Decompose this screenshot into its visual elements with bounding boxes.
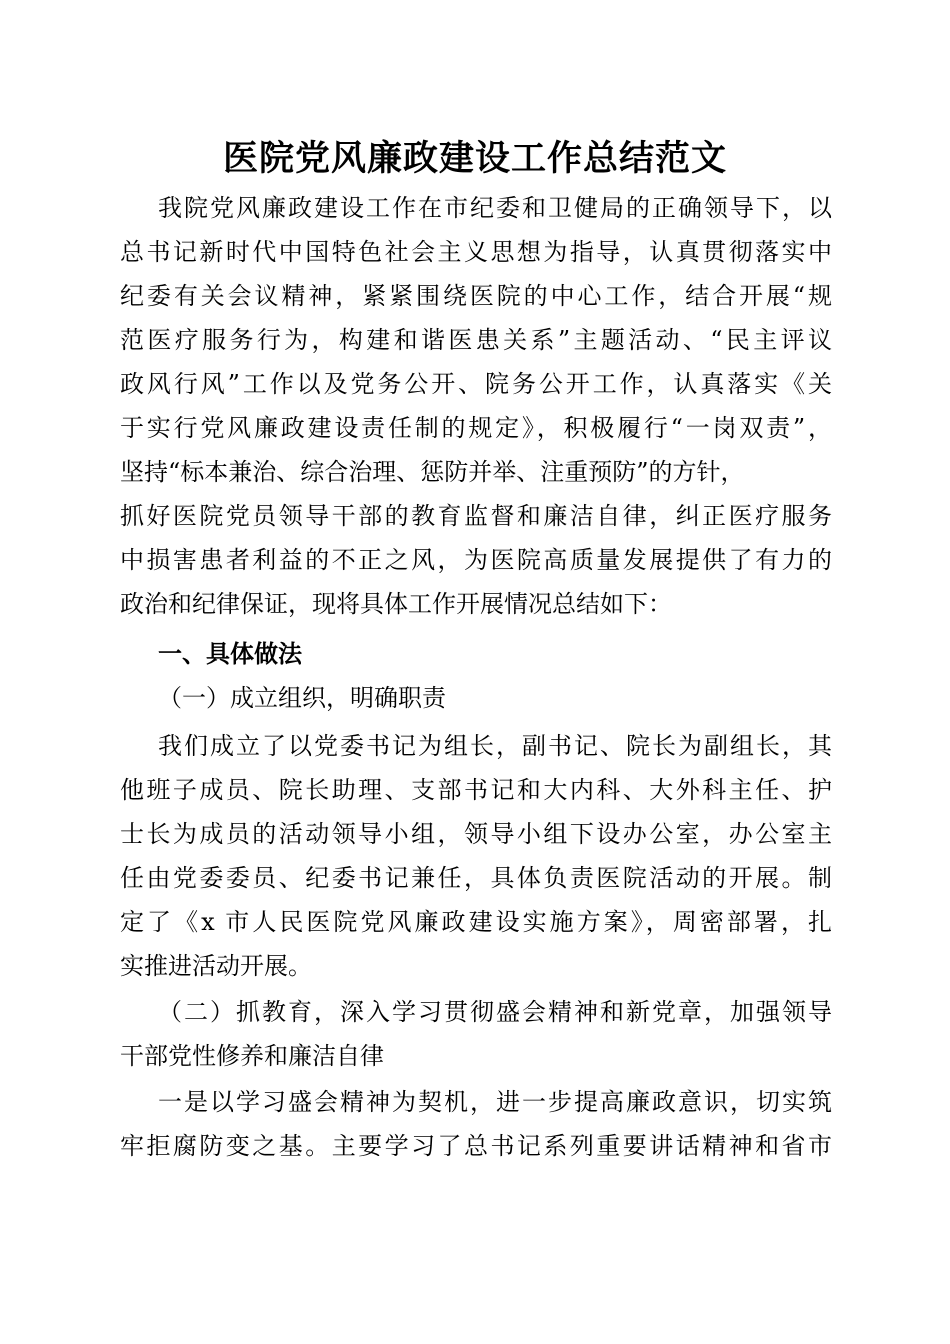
intro-line: 于实行党风廉政建设责任制的规定》，积极履行“一岗双责”， <box>120 414 832 442</box>
subsection-heading: （二）抓教育，深入学习贯彻盛会精神和新党章，加强领导 <box>158 998 832 1026</box>
subsection-heading: （一）成立组织，明确职责 <box>158 684 446 712</box>
body-line: 士长为成员的活动领导小组，领导小组下设办公室，办公室主 <box>120 820 832 848</box>
body-line: 我们成立了以党委书记为组长，副书记、院长为副组长，其 <box>158 732 832 760</box>
subsection-heading: 干部党性修养和廉洁自律 <box>120 1042 384 1070</box>
body-line: 一是以学习盛会精神为契机，进一步提高廉政意识，切实筑 <box>158 1088 832 1116</box>
body-line: 实推进活动开展。 <box>120 952 312 980</box>
body-line: 他班子成员、院长助理、支部书记和大内科、大外科主任、护 <box>120 776 832 804</box>
section-heading: 一、具体做法 <box>158 640 302 668</box>
intro-line: 中损害患者利益的不正之风，为医院高质量发展提供了有力的 <box>120 546 832 574</box>
body-line: 定了《x 市人民医院党风廉政建设实施方案》，周密部署，扎 <box>120 908 832 936</box>
body-line: 牢拒腐防变之基。主要学习了总书记系列重要讲话精神和省市 <box>120 1132 832 1160</box>
intro-line: 总书记新时代中国特色社会主义思想为指导，认真贯彻落实中 <box>120 238 832 266</box>
intro-line: 政治和纪律保证，现将具体工作开展情况总结如下： <box>120 590 672 618</box>
body-line: 任由党委委员、纪委书记兼任，具体负责医院活动的开展。制 <box>120 864 832 892</box>
intro-line: 抓好医院党员领导干部的教育监督和廉洁自律，纠正医疗服务 <box>120 502 832 530</box>
intro-line: 坚持“标本兼治、综合治理、惩防并举、注重预防”的方针， <box>120 458 745 486</box>
intro-line: 政风行风”工作以及党务公开、院务公开工作，认真落实《关 <box>120 370 832 398</box>
intro-line: 纪委有关会议精神，紧紧围绕医院的中心工作，结合开展“规 <box>120 282 832 310</box>
document-title: 医院党风廉政建设工作总结范文 <box>222 138 727 179</box>
intro-line: 范医疗服务行为，构建和谐医患关系”主题活动、“民主评议 <box>120 326 832 354</box>
intro-line: 我院党风廉政建设工作在市纪委和卫健局的正确领导下，以 <box>158 194 832 222</box>
